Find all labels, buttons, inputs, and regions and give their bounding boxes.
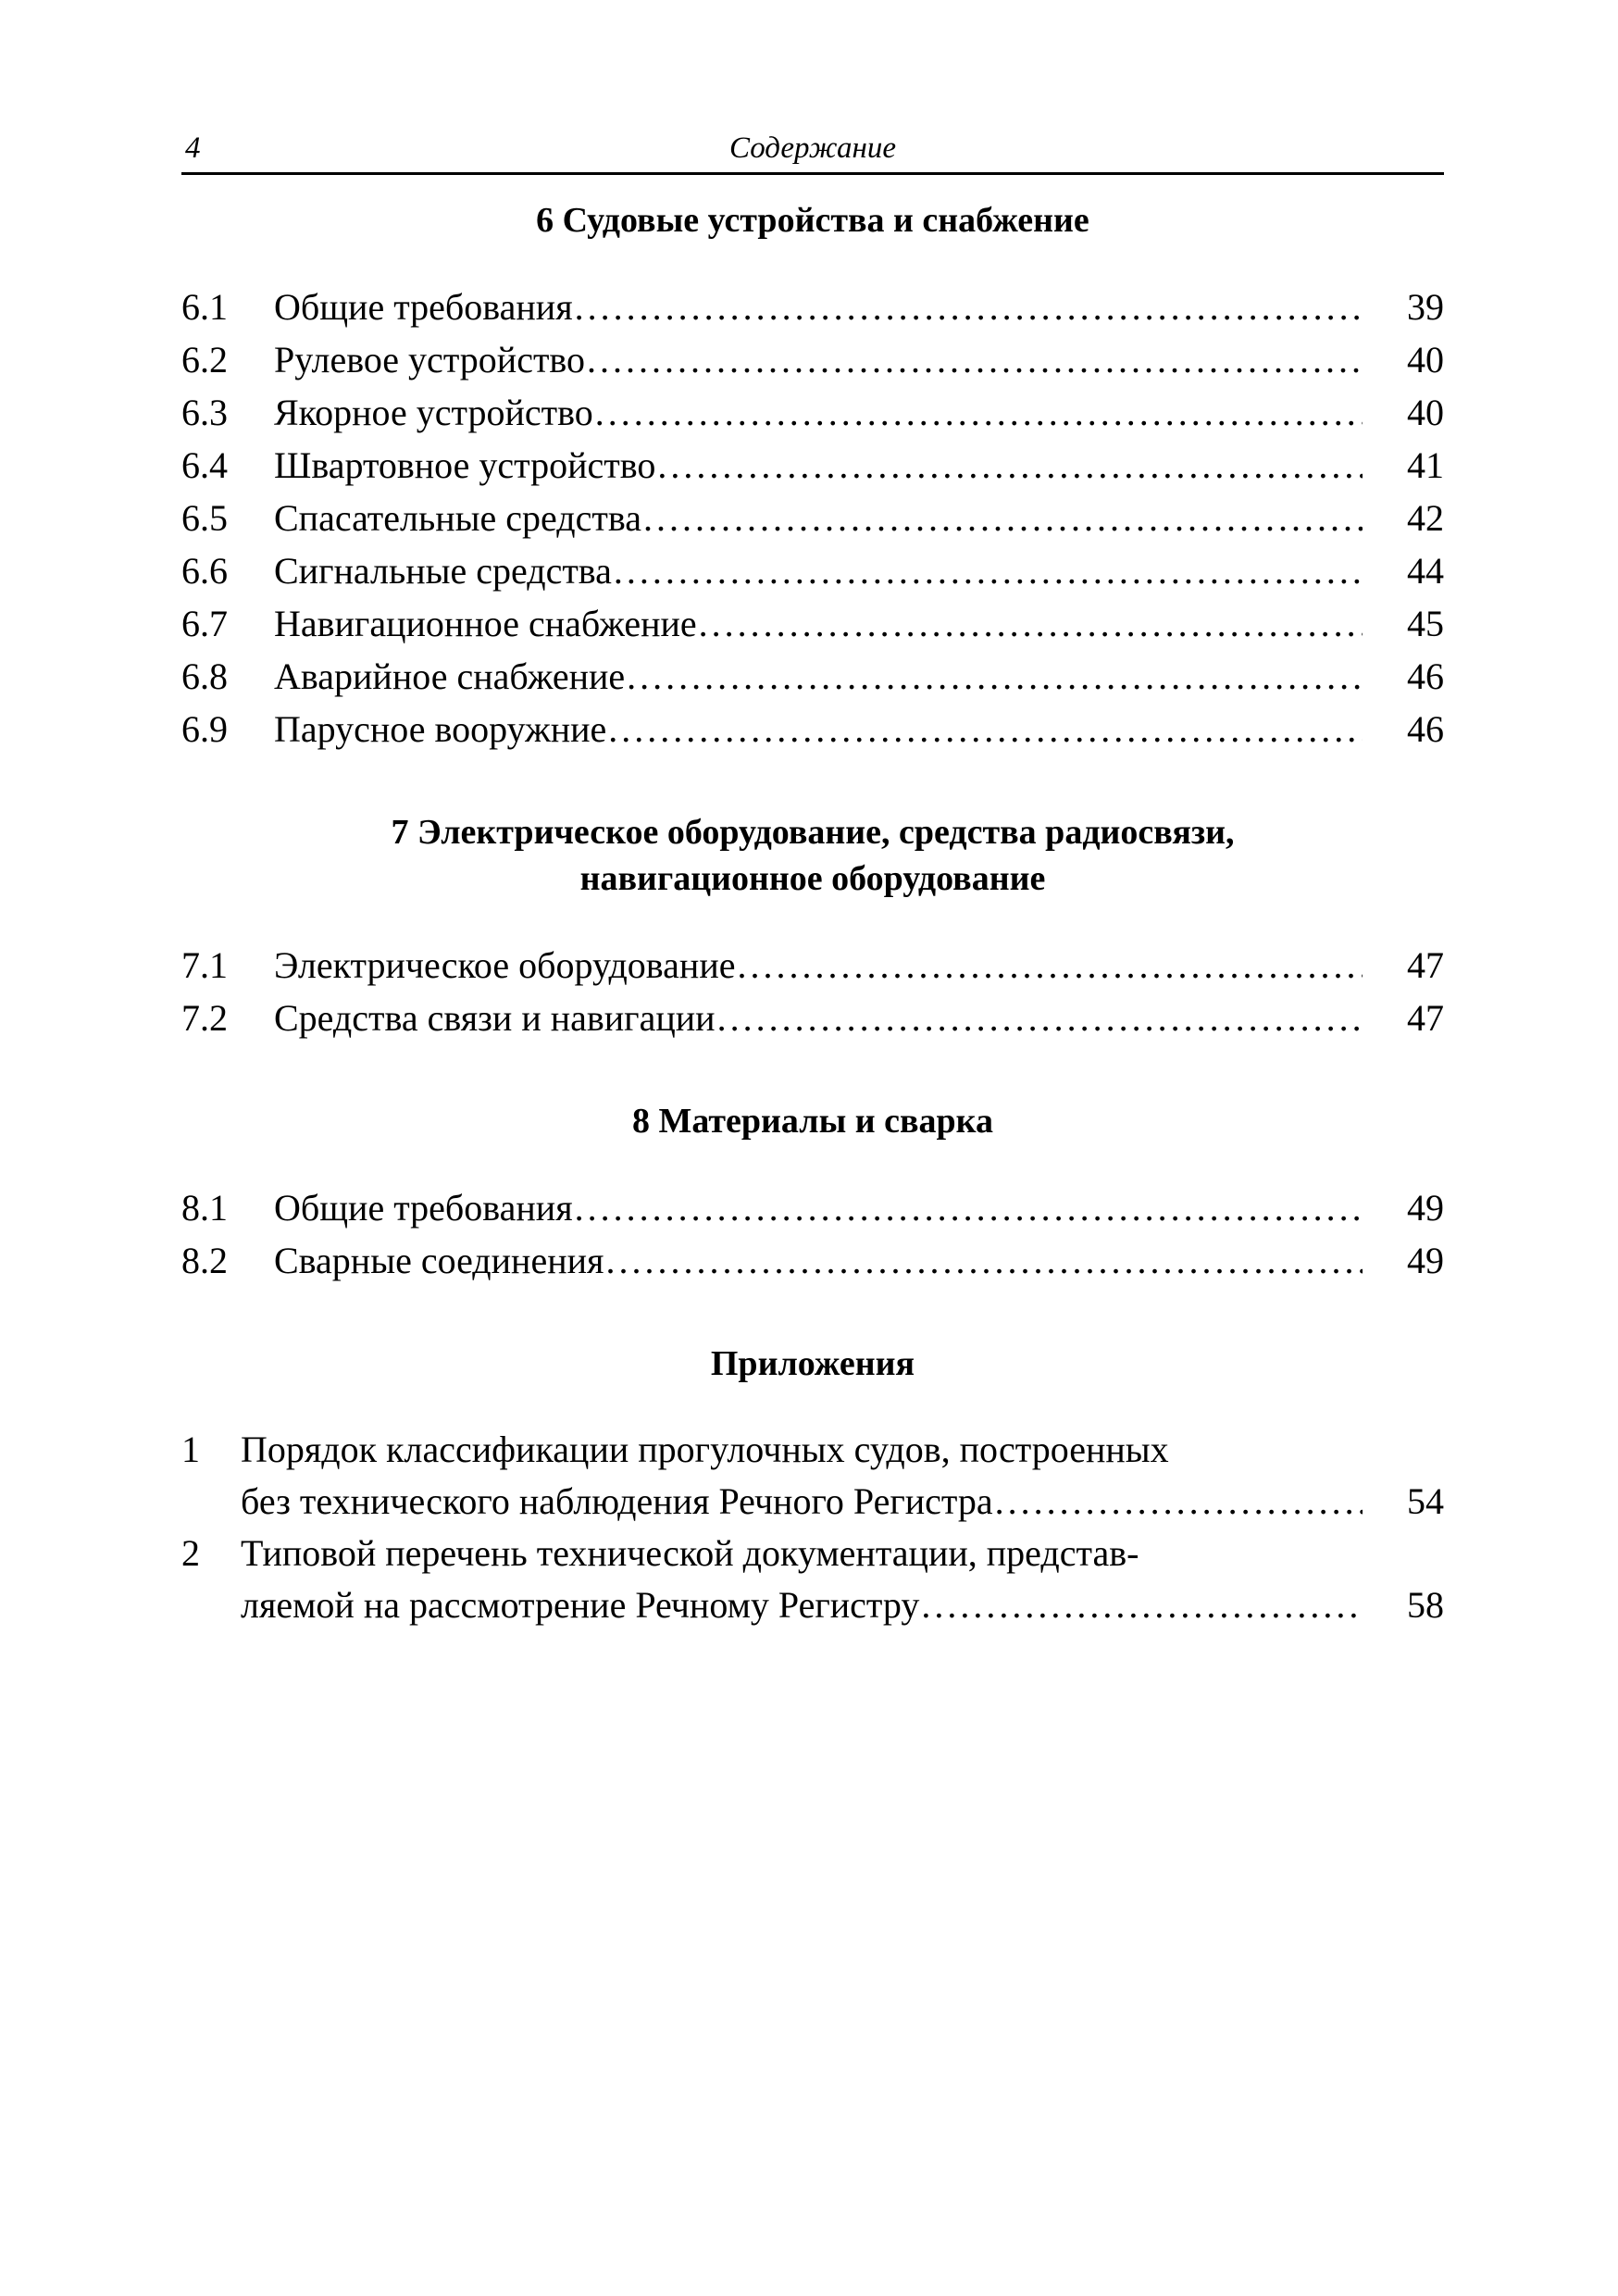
entry-number: 1 (181, 1429, 200, 1470)
entry-page: 54 (1407, 1480, 1444, 1522)
entry-number: 7.1 (181, 944, 228, 986)
entry-number: 6.9 (181, 708, 228, 750)
entry-page: 46 (1407, 655, 1444, 697)
toc-entry (181, 281, 1444, 333)
toc-entry (181, 992, 1444, 1044)
entry-title: Навигационное снабжение (274, 603, 697, 644)
toc-entry (181, 703, 1444, 755)
running-title: Содержание (728, 131, 896, 165)
table-of-contents (181, 197, 1444, 1631)
section-7-title-line2: навигационное оборудование (579, 859, 1046, 898)
entry-page: 39 (1407, 286, 1444, 328)
dot-leader (737, 939, 1363, 992)
entry-title-line1: Порядок классификации прогулочных судов, построенных (241, 1429, 1169, 1470)
toc-entry (181, 333, 1444, 386)
entry-title: Электрическое оборудование (274, 944, 736, 986)
entry-page: 44 (1407, 550, 1444, 592)
appendices-list (181, 1424, 1444, 1631)
section-6-title: 6 Судовые устройства и снабжение (536, 201, 1089, 240)
entry-title: Аварийное снабжение (274, 655, 626, 697)
entry-page: 49 (1407, 1240, 1444, 1281)
toc-entry (181, 650, 1444, 703)
dot-leader (614, 544, 1363, 597)
toc-entry (181, 1181, 1444, 1234)
toc-entry (181, 544, 1444, 597)
dot-leader (643, 492, 1363, 544)
section-6-list (181, 281, 1444, 755)
entry-number: 6.7 (181, 603, 228, 644)
entry-page: 45 (1407, 603, 1444, 644)
entry-page: 49 (1407, 1187, 1444, 1229)
dot-leader (995, 1476, 1363, 1528)
entry-number: 6.5 (181, 497, 228, 539)
entry-number: 7.2 (181, 997, 228, 1039)
entry-title-line2: без технического наблюдения Речного Регистра (241, 1480, 993, 1522)
entry-title: Общие требования (274, 286, 573, 328)
entry-number: 6.3 (181, 392, 228, 433)
entry-title: Рулевое устройство (274, 339, 586, 381)
page-number: 4 (185, 131, 201, 165)
appendices-title: Приложения (710, 1344, 915, 1383)
dot-leader (717, 992, 1363, 1044)
section-7-list (181, 939, 1444, 1044)
entry-title: Сигнальные средства (274, 550, 612, 592)
entry-title: Парусное вооружние (274, 708, 607, 750)
entry-number: 8.2 (181, 1240, 228, 1281)
entry-page: 40 (1407, 339, 1444, 381)
dot-leader (627, 650, 1363, 703)
dot-leader (921, 1579, 1363, 1631)
dot-leader (699, 597, 1363, 650)
entry-title: Общие требования (274, 1187, 573, 1229)
entry-page: 47 (1407, 944, 1444, 986)
entry-page: 40 (1407, 392, 1444, 433)
section-8-list (181, 1181, 1444, 1287)
dot-leader (605, 1234, 1363, 1287)
section-8-title: 8 Материалы и сварка (631, 1102, 993, 1141)
toc-entry (181, 939, 1444, 992)
dot-leader (595, 386, 1363, 439)
entry-title-line1: Типовой перечень технической документации, представ- (241, 1532, 1139, 1574)
entry-title: Средства связи и навигации (274, 997, 716, 1039)
entry-title-line2: ляемой на рассмотрение Речному Регистру (241, 1584, 920, 1626)
entry-number: 2 (181, 1532, 200, 1574)
dot-leader (575, 1181, 1363, 1234)
entry-number: 8.1 (181, 1187, 228, 1229)
entry-number: 6.4 (181, 444, 228, 486)
entry-page: 46 (1407, 708, 1444, 750)
dot-leader (575, 281, 1363, 333)
entry-page: 47 (1407, 997, 1444, 1039)
section-7-title-line1: 7 Электрическое оборудование, средства радиосвязи, (391, 813, 1235, 852)
dot-leader (657, 439, 1363, 492)
appendix-entry (181, 1528, 1444, 1631)
entry-page: 41 (1407, 444, 1444, 486)
entry-number: 6.2 (181, 339, 228, 381)
toc-entry (181, 386, 1444, 439)
entry-number: 6.6 (181, 550, 228, 592)
toc-entry (181, 1234, 1444, 1287)
running-header (181, 130, 1444, 175)
dot-leader (587, 333, 1363, 386)
entry-title: Спасательные средства (274, 497, 641, 539)
entry-title: Швартовное устройство (274, 444, 656, 486)
entry-title: Сварные соединения (274, 1240, 604, 1281)
dot-leader (608, 703, 1363, 755)
section-7-title (181, 809, 1444, 902)
entry-number: 6.8 (181, 655, 228, 697)
entry-number: 6.1 (181, 286, 228, 328)
toc-entry (181, 597, 1444, 650)
toc-entry (181, 492, 1444, 544)
entry-page: 58 (1407, 1584, 1444, 1626)
appendix-entry (181, 1424, 1444, 1528)
entry-page: 42 (1407, 497, 1444, 539)
toc-entry (181, 439, 1444, 492)
entry-title: Якорное устройство (274, 392, 593, 433)
